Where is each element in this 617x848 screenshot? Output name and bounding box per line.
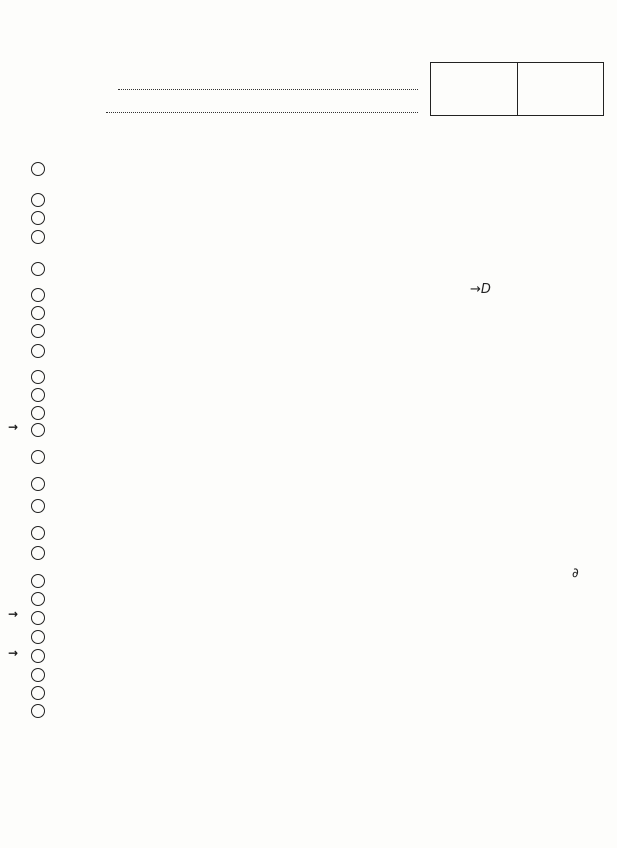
apellidos-line[interactable] bbox=[118, 89, 418, 90]
question-number bbox=[31, 230, 45, 244]
question-number bbox=[31, 630, 45, 644]
question-number bbox=[31, 686, 45, 700]
margin-arrow-icon: → bbox=[8, 607, 19, 621]
margin-arrow-icon: → bbox=[8, 646, 19, 660]
question-number bbox=[31, 344, 45, 358]
question-number bbox=[31, 592, 45, 606]
question-number bbox=[31, 388, 45, 402]
question-number bbox=[31, 499, 45, 513]
question-number bbox=[31, 324, 45, 338]
question-number bbox=[31, 306, 45, 320]
question-number bbox=[31, 668, 45, 682]
question-number bbox=[31, 546, 45, 560]
question-number bbox=[31, 526, 45, 540]
question-number bbox=[31, 477, 45, 491]
question-number bbox=[31, 193, 45, 207]
scribble-icon: ∂ bbox=[572, 566, 579, 581]
question-number bbox=[31, 211, 45, 225]
question-number bbox=[31, 450, 45, 464]
question-number bbox=[31, 406, 45, 420]
score-cuestiones-cell bbox=[517, 63, 603, 115]
question-number bbox=[31, 370, 45, 384]
score-box bbox=[430, 62, 604, 116]
question-number bbox=[31, 611, 45, 625]
score-test-cell bbox=[431, 63, 516, 115]
margin-arrow-icon: → bbox=[8, 420, 19, 434]
question-number bbox=[31, 288, 45, 302]
question-number bbox=[31, 162, 45, 176]
question-number bbox=[31, 649, 45, 663]
nombre-line[interactable] bbox=[106, 112, 418, 113]
arrow-scribble-icon: →D bbox=[470, 282, 491, 297]
score-test-label bbox=[431, 63, 516, 66]
question-number bbox=[31, 704, 45, 718]
score-cuestiones-label bbox=[518, 63, 603, 66]
question-number bbox=[31, 423, 45, 437]
question-number bbox=[31, 262, 45, 276]
question-number bbox=[31, 574, 45, 588]
